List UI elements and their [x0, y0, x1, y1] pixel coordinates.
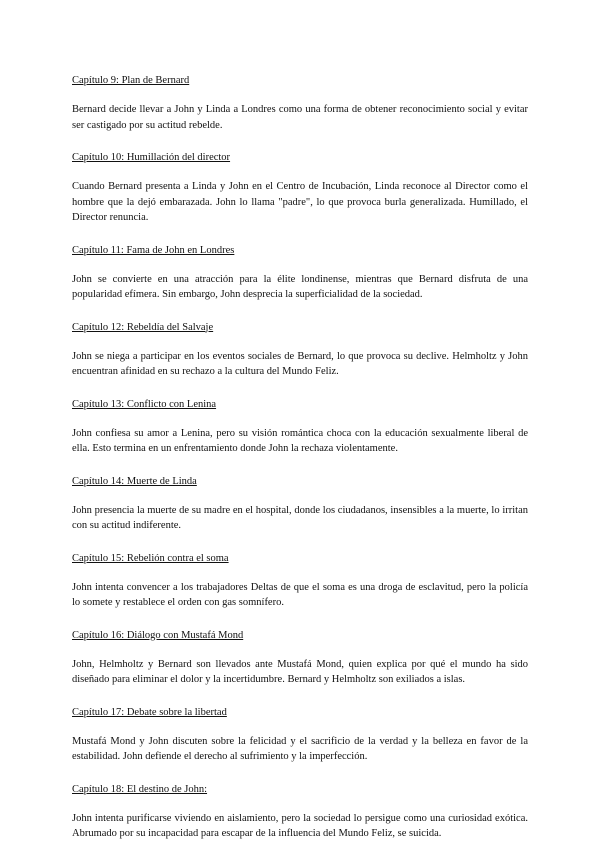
chapter-title: Capítulo 15: Rebelión contra el soma — [72, 552, 229, 564]
chapter-9 — [72, 70, 528, 133]
chapter-summary: John se niega a participar en los eventos sociales de Bernard, lo que provoca su declive. Helmholtz y John encuentran afinidad en su rechazo a la cultura del Mundo Feliz. — [72, 350, 528, 377]
chapter-title: Capítulo 17: Debate sobre la libertad — [72, 706, 227, 718]
chapter-summary: John intenta convencer a los trabajadores Deltas de que el soma es una droga de esclavitud, pero la policía lo somete y restablece el orden con gas somnífero. — [72, 581, 528, 608]
document-page — [72, 70, 528, 856]
chapter-summary: John confiesa su amor a Lenina, pero su visión romántica choca con la educación sexualmente liberal de ella. Esto termina en un enfrentamiento donde John la rechaza violentamente. — [72, 427, 528, 454]
chapter-18 — [72, 779, 528, 842]
chapter-summary: Mustafá Mond y John discuten sobre la felicidad y el sacrificio de la verdad y la belleza en favor de la estabilidad. John defiende el derecho al sufrimiento y la imperfección. — [72, 735, 528, 762]
chapter-summary: Cuando Bernard presenta a Linda y John en el Centro de Incubación, Linda reconoce al Director como el hombre que la dejó embarazada. John lo llama "padre", lo que provoca burla generalizada. Humillado, el Director renuncia. — [72, 181, 528, 223]
chapter-title: Capítulo 11: Fama de John en Londres — [72, 244, 235, 256]
chapter-summary: John presencia la muerte de su madre en el hospital, donde los ciudadanos, insensibles a la muerte, lo irritan con su actitud indiferente. — [72, 504, 528, 531]
chapter-title: Capítulo 16: Diálogo con Mustafá Mond — [72, 629, 244, 641]
chapter-16 — [72, 625, 528, 688]
chapter-title: Capítulo 18: El destino de John: — [72, 783, 208, 795]
chapter-summary: John intenta purificarse viviendo en aislamiento, pero la sociedad lo persigue como una curiosidad exótica. Abrumado por su incapacidad para escapar de la influencia del Mundo Feliz, se suicida. — [72, 812, 528, 839]
chapter-title: Capítulo 10: Humillación del director — [72, 152, 231, 163]
chapter-13 — [72, 394, 528, 457]
chapter-title: Capítulo 13: Conflicto con Lenina — [72, 398, 217, 410]
chapter-12 — [72, 317, 528, 380]
chapter-summary: Bernard decide llevar a John y Linda a Londres como una forma de obtener reconocimiento social y evitar ser castigado por su actitud rebelde. — [72, 104, 528, 131]
chapter-14 — [72, 471, 528, 534]
chapter-11 — [72, 240, 528, 303]
chapter-title: Capítulo 9: Plan de Bernard — [72, 75, 190, 86]
chapter-summary: John se convierte en una atracción para la élite londinense, mientras que Bernard disfruta de una popularidad efímera. Sin embargo, John desprecia la superficialidad de la sociedad. — [72, 273, 528, 300]
chapter-10 — [72, 147, 528, 226]
chapter-title: Capítulo 14: Muerte de Linda — [72, 475, 197, 487]
chapter-title: Capítulo 12: Rebeldía del Salvaje — [72, 321, 214, 333]
chapter-15 — [72, 548, 528, 611]
chapter-summary: John, Helmholtz y Bernard son llevados ante Mustafá Mond, quien explica por qué el mundo ha sido diseñado para eliminar el dolor y la incertidumbre. Bernard y Helmholtz son exiliados a islas. — [72, 658, 528, 685]
chapter-17 — [72, 702, 528, 765]
